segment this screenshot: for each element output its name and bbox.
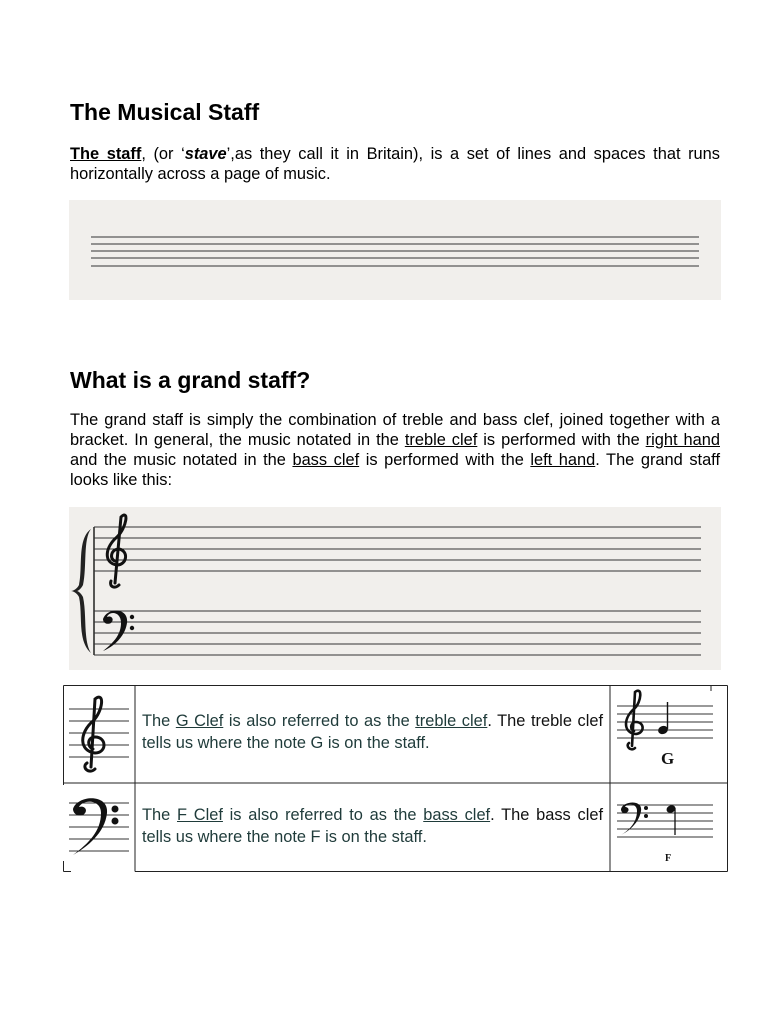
f-note-example: [613, 797, 723, 869]
staff-definition: The staff, (or ‘stave’,as they call it in Britain), is a set of lines and spaces that runs horizontally across a page of music.: [70, 145, 720, 183]
g-note-label: G: [661, 749, 675, 768]
link-bass-clef: bass clef: [292, 451, 360, 469]
bass-staff: [94, 611, 701, 655]
bass-clef-term: bass clef: [423, 806, 491, 824]
bass-clef-icon: [103, 610, 134, 651]
brace-icon: [71, 529, 91, 653]
f-clef-caption: The F Clef is also referred to as the bass clef. The bass clef tells us where the note F is on the staff.: [142, 806, 604, 846]
f-note-label: F: [665, 853, 672, 864]
staff-illustration: [69, 200, 721, 300]
g-note-example: [613, 688, 723, 778]
treble-staff: [94, 527, 701, 571]
treble-clef-icon: [65, 693, 133, 778]
link-treble-clef: treble clef: [404, 431, 478, 449]
g-clef-term: G Clef: [175, 712, 224, 730]
grand-staff-illustration: [69, 507, 721, 670]
bass-clef-icon: [65, 793, 133, 868]
staff-lines: [69, 200, 721, 300]
link-left-hand: left hand: [530, 451, 596, 469]
term-the-staff: The staff: [70, 145, 142, 163]
clef-table: [63, 685, 728, 872]
grand-staff-description: The grand staff is simply the combination of treble and bass clef, joined together with a bracket. In general, the music notated in the treble clef is performed with the right hand and the music notated in the bass clef is performed with the left hand. The grand staff looks like this:: [70, 411, 720, 489]
treble-clef-term: treble clef: [415, 712, 488, 730]
treble-clef-icon: [107, 515, 126, 587]
grand-staff-heading: What is a grand staff?: [70, 367, 311, 393]
f-clef-term: F Clef: [177, 806, 223, 824]
term-stave: stave: [184, 145, 227, 163]
g-clef-caption: The G Clef is also referred to as the treble clef. The treble clef tells us where the note G is on the staff.: [142, 712, 604, 752]
link-right-hand: right hand: [645, 431, 720, 449]
page-title: The Musical Staff: [70, 99, 260, 125]
